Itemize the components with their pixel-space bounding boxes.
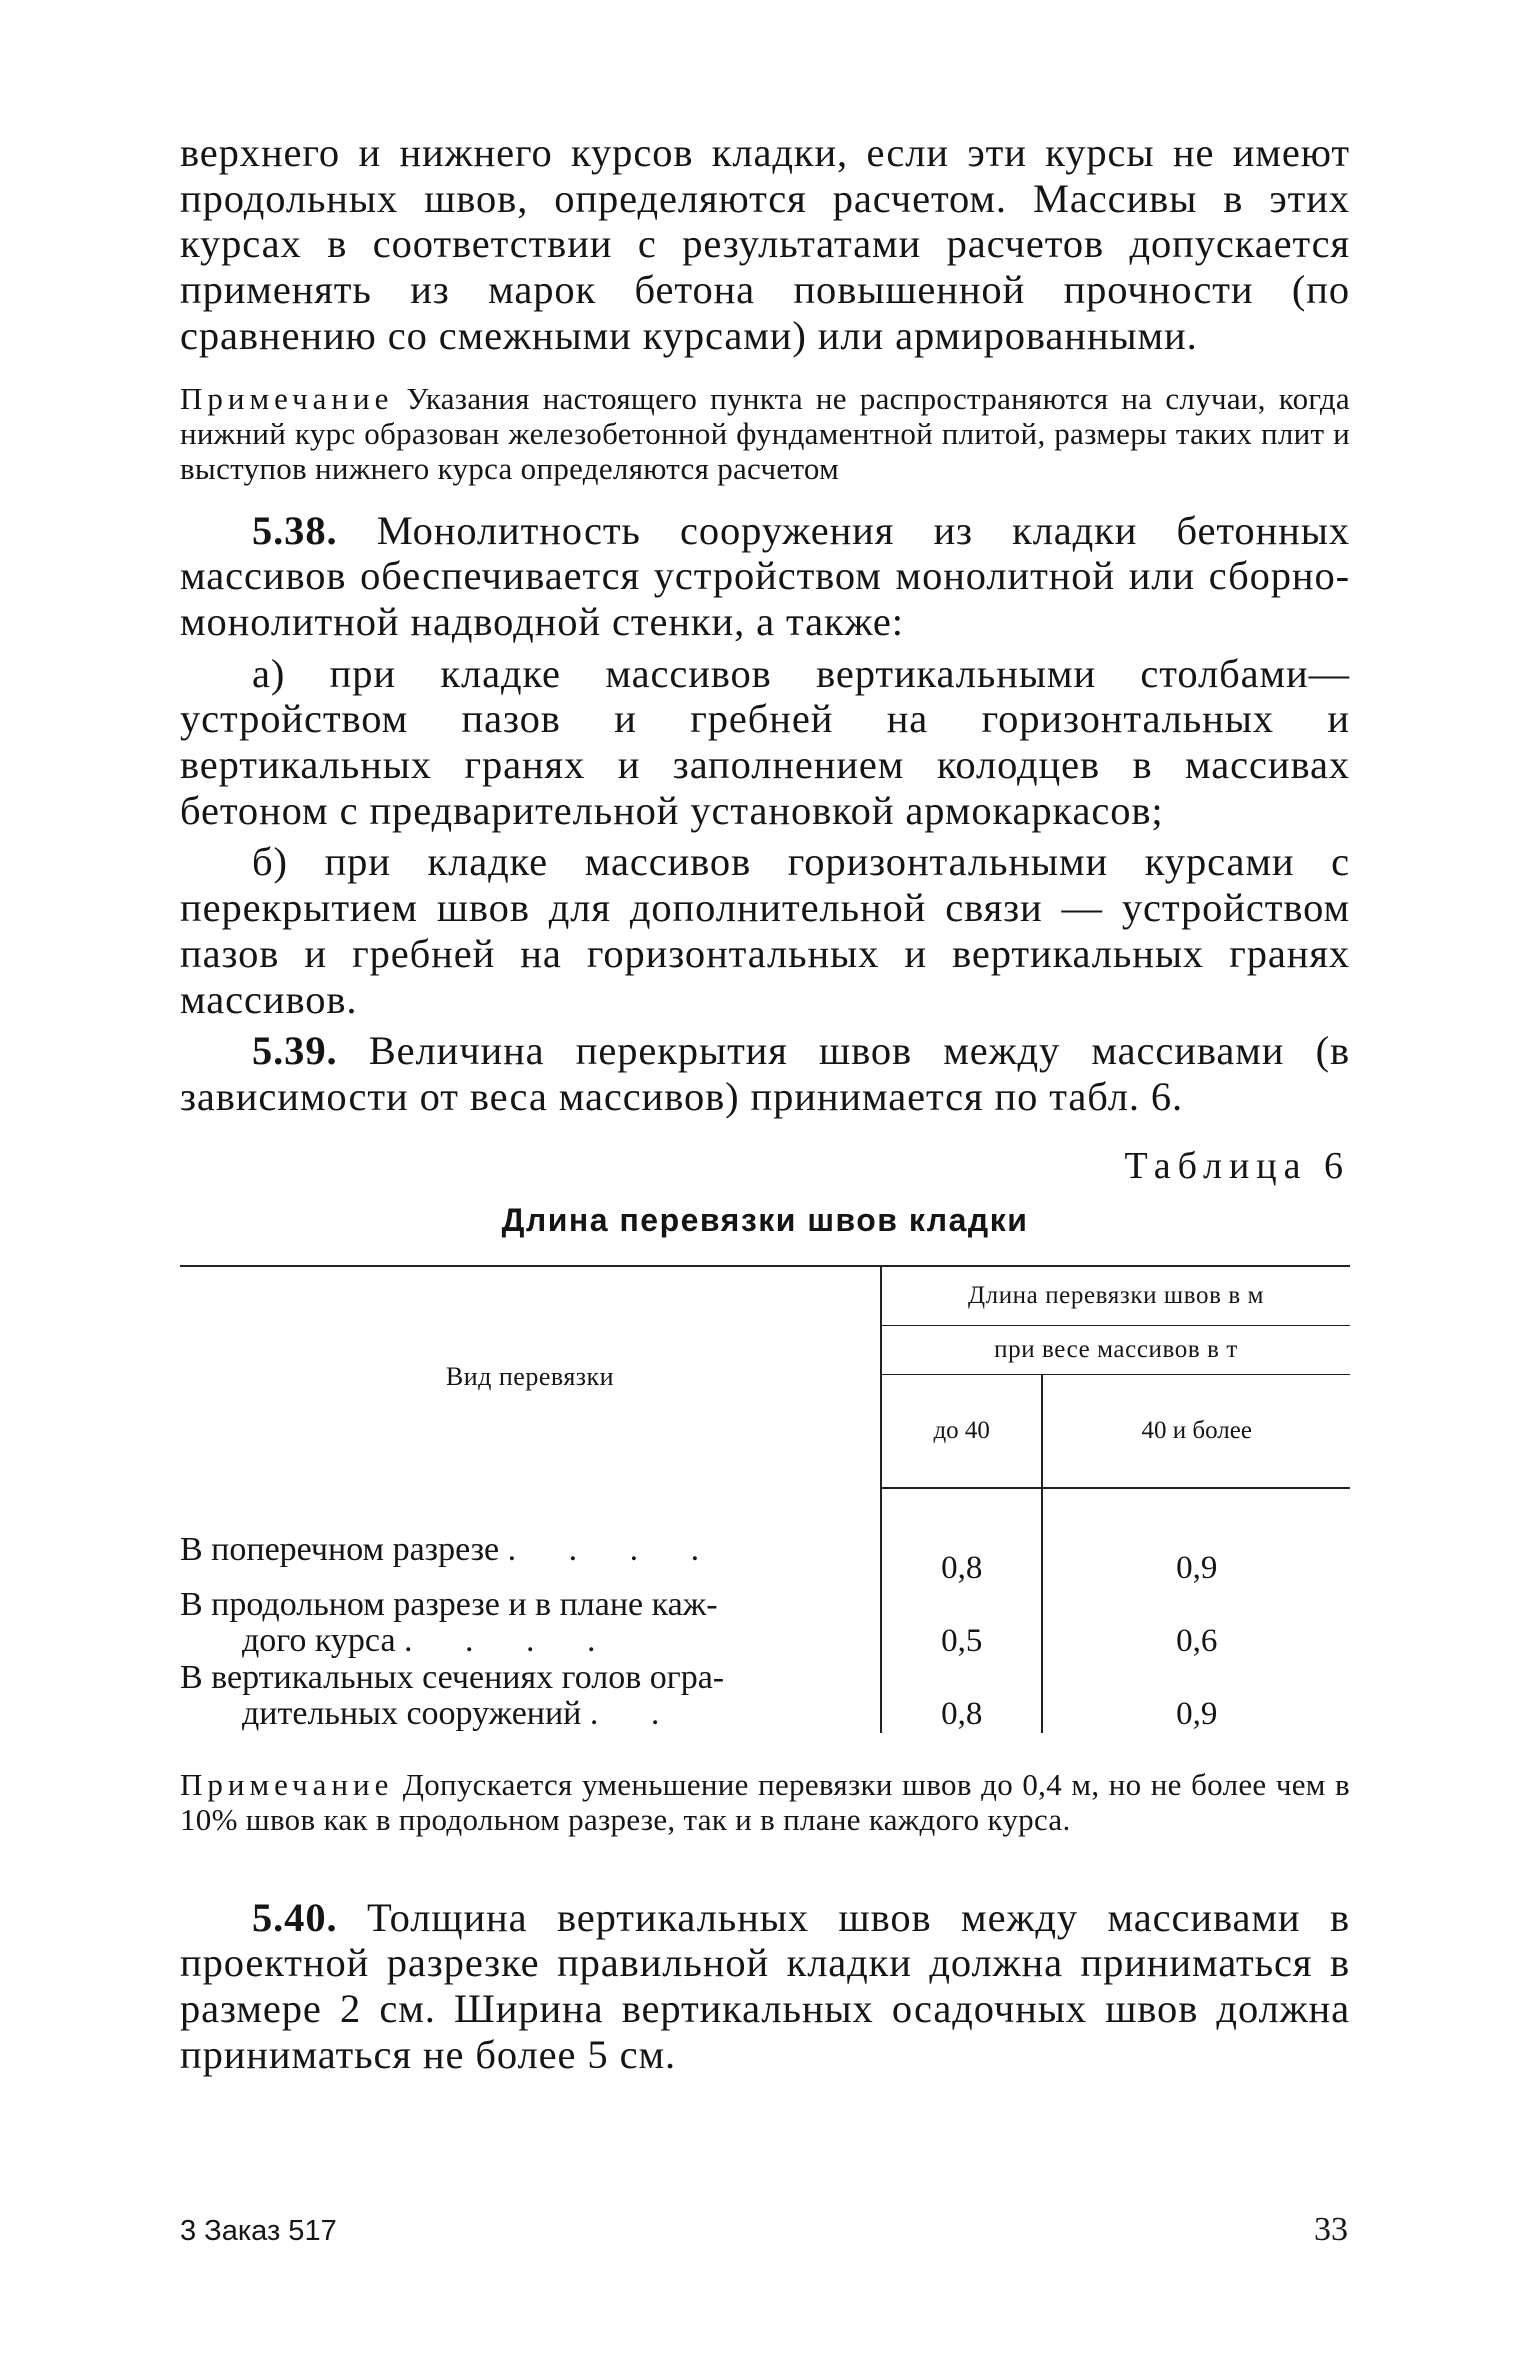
section-5-38-number: 5.38. bbox=[252, 507, 338, 553]
cell-value: 0,8 bbox=[881, 1488, 1042, 1587]
section-5-38 bbox=[180, 508, 1350, 645]
table-row bbox=[180, 1587, 1350, 1660]
column-header-kind: Вид перевязки bbox=[445, 1362, 615, 1392]
row-label: В поперечном разрезе . . . . bbox=[180, 1530, 722, 1568]
note-2-label: Примечание bbox=[180, 1766, 394, 1802]
column-header-weight: при весе массивов в т bbox=[881, 1325, 1350, 1374]
section-5-38-item-a: а) при кладке массивов вертикальными столбами— устройством пазов и гребней на горизонтальных и вертикальных гранях и заполнением колодцев в массивах бетоном с предварительной установкой армокаркасов; bbox=[180, 650, 1350, 833]
note-2-text: Допускается уменьшение перевязки швов до 0,4 м, но не более чем в 10% швов как в продольном разрезе, так и в плане каждого курса. bbox=[180, 1766, 1350, 1837]
note-1-text: Указания настоящего пункта не распространяются на случаи, когда нижний курс образован железобетонной фундаментной плитой, размеры таких плит и выступов нижнего курса определяются расчетом bbox=[180, 380, 1350, 486]
paragraph-intro: верхнего и нижнего курсов кладки, если эти курсы не имеют продольных швов, определяются расчетом. Массивы в этих курсах в соответствии с результатами расчетов допускается применять из марок бетона повышенной прочности (по сравнению со смежными курсами) или армированными. bbox=[180, 130, 1350, 358]
note-1-label: Примечание bbox=[180, 380, 394, 416]
table-row bbox=[180, 1488, 1350, 1587]
section-5-39 bbox=[180, 1028, 1350, 1119]
cell-value: 0,8 bbox=[881, 1660, 1042, 1733]
column-header-40-plus: 40 и более bbox=[1042, 1374, 1350, 1488]
note-2 bbox=[180, 1767, 1350, 1837]
section-5-40-text: Толщина вертикальных швов между массивами в проектной разрезке правильной кладки должна приниматься в размере 2 см. Ширина вертикальных осадочных швов должна приниматься не более 5 см. bbox=[180, 1894, 1351, 2077]
column-header-length: Длина перевязки швов в м bbox=[881, 1266, 1350, 1326]
cell-value: 0,5 bbox=[881, 1587, 1042, 1660]
row-label: В вертикальных сечениях голов огра- дительных сооружений . . bbox=[180, 1658, 725, 1733]
print-order: 3 Заказ 517 bbox=[180, 2215, 337, 2247]
row-label: В продольном разрезе и в плане каж- дого курса . . . . bbox=[180, 1585, 718, 1660]
section-5-40-number: 5.40. bbox=[252, 1894, 338, 1940]
cell-value: 0,6 bbox=[1042, 1587, 1350, 1660]
table-6 bbox=[180, 1265, 1350, 1733]
section-5-40 bbox=[180, 1895, 1350, 2078]
cell-value: 0,9 bbox=[1042, 1488, 1350, 1587]
page-number: 33 bbox=[1314, 2211, 1348, 2248]
document-page bbox=[180, 130, 1350, 2077]
section-5-39-text: Величина перекрытия швов между массивами (в зависимости от веса массивов) принимается по табл. 6. bbox=[180, 1028, 1350, 1119]
column-header-up-to-40: до 40 bbox=[881, 1374, 1042, 1488]
note-1 bbox=[180, 381, 1350, 486]
table-label: Таблица 6 bbox=[1124, 1144, 1350, 1187]
section-5-38-item-b: б) при кладке массивов горизонтальными курсами с перекрытием швов для дополнительной связи — устройством пазов и гребней на горизонтальных и вертикальных гранях массивов. bbox=[180, 839, 1350, 1022]
table-row bbox=[180, 1660, 1350, 1733]
section-5-38-text: Монолитность сооружения из кладки бетонных массивов обеспечивается устройством монолитной или сборно-монолитной надводной стенки, а также: bbox=[180, 507, 1350, 644]
cell-value: 0,9 bbox=[1042, 1660, 1350, 1733]
section-5-39-number: 5.39. bbox=[252, 1028, 338, 1074]
table-title: Длина перевязки швов кладки bbox=[501, 1201, 1029, 1238]
